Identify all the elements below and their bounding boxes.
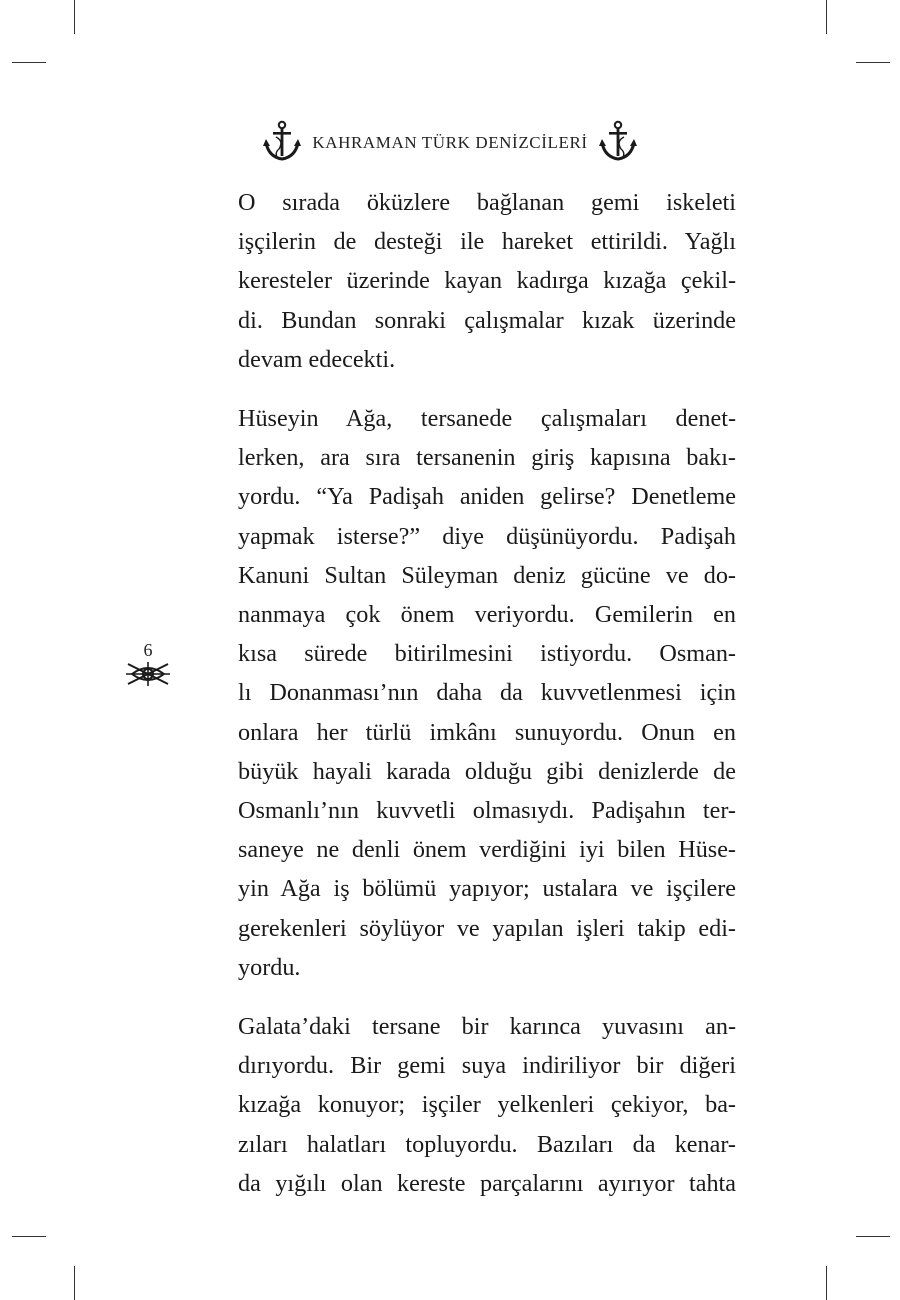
running-header: [0, 116, 900, 166]
paragraph: [214, 399, 736, 987]
text-line: kızağa konuyor; işçiler yelkenleri çekiyor, ba-: [238, 1091, 736, 1119]
text-line: lı Donanması’nın daha da kuvvetlenmesi için: [238, 679, 736, 707]
text-line: devam edecekti.: [238, 345, 396, 373]
anchor-icon: [262, 119, 302, 163]
text-line: Kanuni Sultan Süleyman deniz gücüne ve do-: [238, 561, 736, 589]
text-line: lerken, ara sıra tersanenin giriş kapısına bakı-: [238, 444, 736, 472]
text-line: zıları halatları topluyordu. Bazıları da kenar-: [238, 1130, 736, 1158]
text-line: di. Bundan sonraki çalışmalar kızak üzerinde: [238, 306, 736, 334]
text-line: da yığılı olan kereste parçalarını ayırıyor tahta: [238, 1169, 736, 1197]
text-line: Galata’daki tersane bir karınca yuvasını an-: [238, 1013, 736, 1041]
crop-mark-bottom-right: [826, 1266, 827, 1300]
text-line: O sırada öküzlere bağlanan gemi iskeleti: [238, 189, 736, 216]
crop-mark-bottom-left: [74, 1266, 75, 1300]
text-line: yapmak isterse?” diye düşünüyordu. Padişah: [238, 522, 736, 550]
running-header-title: KAHRAMAN TÜRK DENİZCİLERİ: [312, 133, 588, 152]
crop-mark-top-right: [826, 0, 827, 34]
crop-mark-top-left: [74, 0, 75, 34]
anchor-icon: [598, 119, 638, 163]
text-line: işçilerin de desteği ile hareket ettirildi. Yağlı: [238, 228, 736, 256]
crop-mark-left-bottom: [12, 1236, 46, 1237]
text-line: onlara her türlü imkânı sunuyordu. Onun en: [238, 718, 736, 746]
text-line: keresteler üzerinde kayan kadırga kızağa çekil-: [238, 267, 736, 295]
text-line: yin Ağa iş bölümü yapıyor; ustalara ve işçilere: [238, 875, 736, 903]
crop-mark-left-top: [12, 62, 46, 63]
text-line: Osmanlı’nın kuvvetli olmasıydı. Padişahın ter-: [238, 797, 736, 825]
page-number: 6: [143, 640, 153, 660]
body-text: [214, 183, 736, 1223]
text-line: dırıyordu. Bir gemi suya indiriliyor bir diğeri: [238, 1052, 736, 1080]
crop-mark-right-bottom: [856, 1236, 890, 1237]
paragraph: [214, 1007, 736, 1203]
text-line: saneye ne denli önem verdiğini iyi bilen Hüse-: [238, 836, 736, 864]
crop-mark-right-top: [856, 62, 890, 63]
text-line: yordu.: [238, 953, 301, 981]
text-line: kısa sürede bitirilmesini istiyordu. Osman-: [238, 640, 736, 668]
text-line: yordu. “Ya Padişah aniden gelirse? Denetleme: [238, 483, 736, 511]
ship-wheel-icon: [126, 660, 170, 688]
text-line: Hüseyin Ağa, tersanede çalışmaları denet-: [238, 405, 736, 433]
text-line: nanmaya çok önem veriyordu. Gemilerin en: [238, 601, 736, 629]
paragraph: [214, 183, 736, 379]
text-line: büyük hayali karada olduğu gibi denizlerde de: [238, 757, 736, 785]
text-line: gerekenleri söylüyor ve yapılan işleri takip edi-: [238, 914, 736, 942]
